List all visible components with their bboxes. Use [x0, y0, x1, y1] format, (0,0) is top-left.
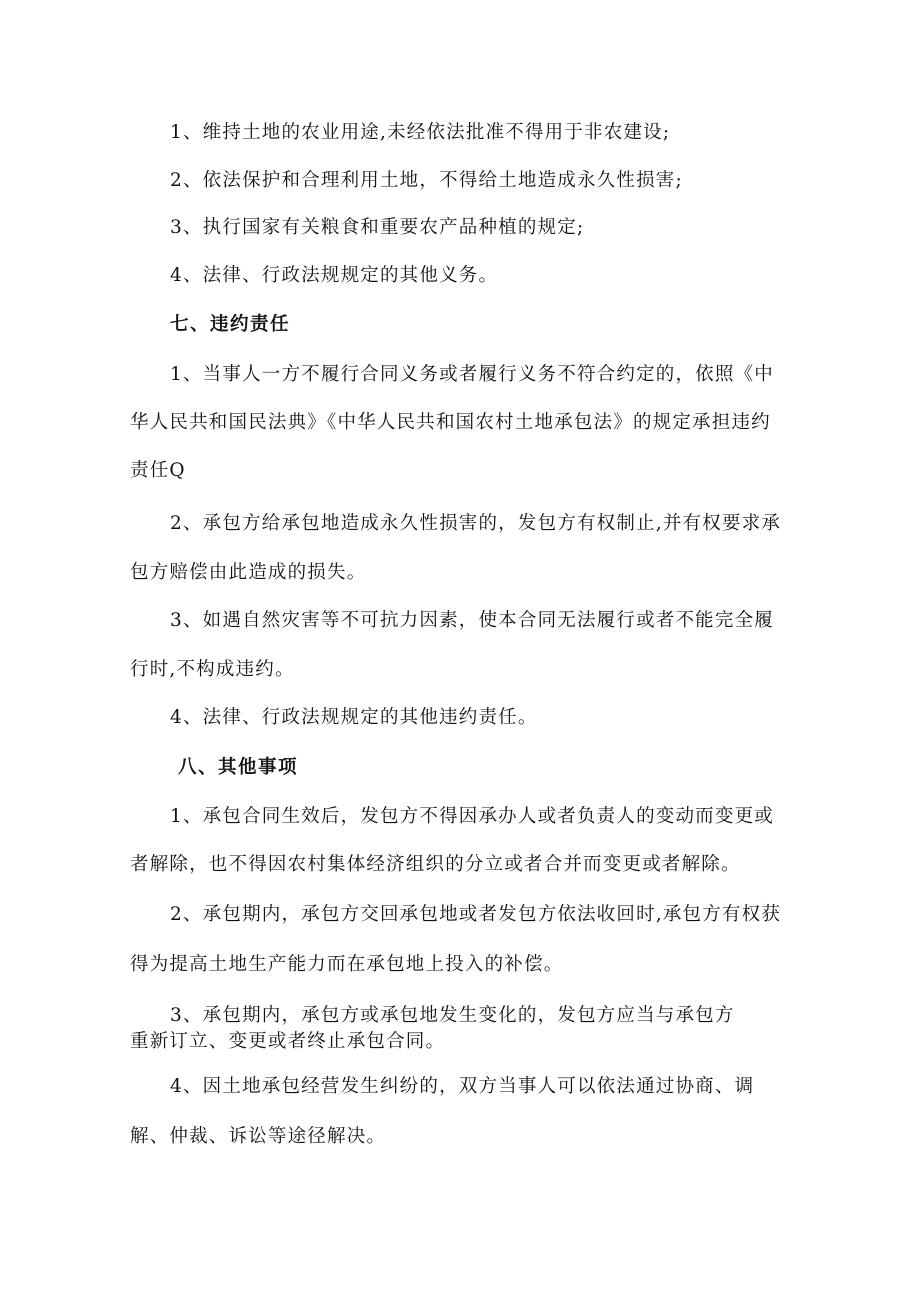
section-heading-liability: 七、违约责任 — [170, 314, 291, 335]
other-item-4-line-2: 解、仲裁、诉讼等途径解决。 — [130, 1126, 387, 1147]
obligation-item-3: 3、执行国家有关粮食和重要农产品种植的规定; — [170, 217, 585, 238]
other-item-3-line-2: 重新订立、变更或者终止承包合同。 — [130, 1031, 446, 1052]
obligation-item-4: 4、法律、行政法规规定的其他义务。 — [170, 265, 499, 286]
liability-item-1-line-2: 华人民共和国民法典》《中华人民共和国农村土地承包法》的规定承担违约 — [130, 412, 771, 433]
liability-item-3-line-2: 行时,不构成违约。 — [130, 659, 295, 680]
liability-item-3-line-1: 3、如遇自然灾害等不可抗力因素，使本合同无法履行或者不能完全履 — [170, 610, 774, 631]
other-item-2-line-2: 得为提高土地生产能力而在承包地上投入的补偿。 — [130, 954, 564, 975]
liability-item-1-line-3: 责任Q — [130, 460, 186, 481]
liability-item-1-line-1: 1、当事人一方不履行合同义务或者履行义务不符合约定的，依照《中 — [170, 364, 774, 385]
liability-item-2-line-2: 包方赔偿由此造成的损失。 — [130, 562, 367, 583]
other-item-1-line-2: 者解除，也不得因农村集体经济组织的分立或者合并而变更或者解除。 — [130, 854, 741, 875]
other-item-1-line-1: 1、承包合同生效后，发包方不得因承办人或者负责人的变动而变更或 — [170, 806, 774, 827]
other-item-2-line-1: 2、承包期内，承包方交回承包地或者发包方依法收回时,承包方有权获 — [170, 904, 782, 925]
section-heading-other-matters: 八、其他事项 — [178, 757, 299, 778]
obligation-item-2: 2、依法保护和合理利用土地，不得给土地造成永久性损害; — [170, 170, 683, 191]
other-item-4-line-1: 4、因土地承包经营发生纠纷的，双方当事人可以依法通过协商、调 — [170, 1076, 755, 1097]
obligation-item-1: 1、维持土地的农业用途,未经依法批准不得用于非农建设; — [170, 122, 671, 143]
other-item-3-line-1: 3、承包期内，承包方或承包地发生变化的，发包方应当与承包方 — [170, 1005, 735, 1026]
liability-item-4-line-1: 4、法律、行政法规规定的其他违约责任。 — [170, 707, 538, 728]
liability-item-2-line-1: 2、承包方给承包地造成永久性损害的，发包方有权制止,并有权要求承 — [170, 513, 782, 534]
